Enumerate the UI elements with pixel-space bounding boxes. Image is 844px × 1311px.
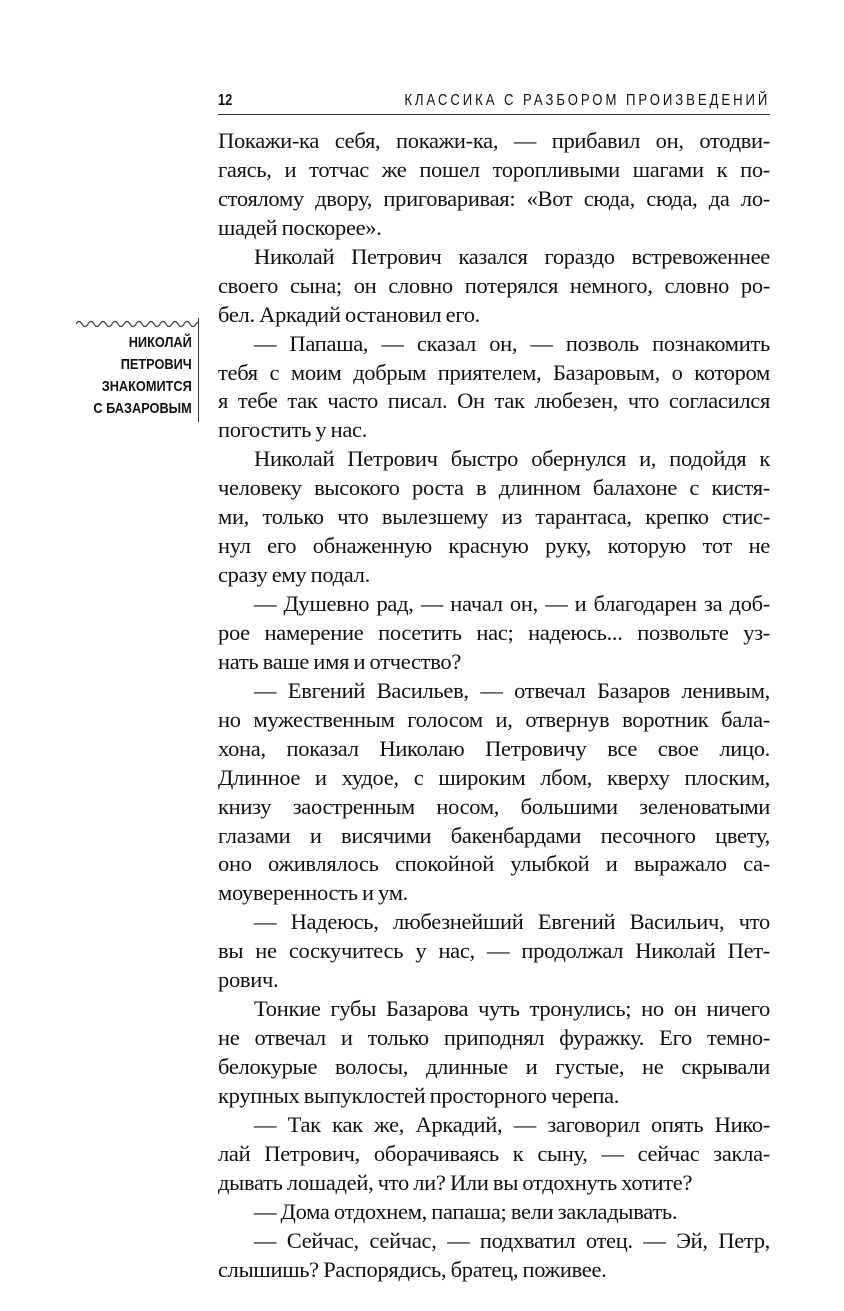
- text-line: — Евгений Васильев, — отвечал Базаров ленивым,: [254, 677, 770, 703]
- running-title: КЛАССИКА С РАЗБОРОМ ПРОИЗВЕДЕНИЙ: [404, 92, 770, 109]
- text-line: глазами и висячими бакенбардами песочного цвету,: [218, 822, 770, 848]
- margin-note-text: [94, 332, 192, 420]
- text-line: Николай Петрович казался гораздо встревоженнее: [254, 243, 770, 269]
- paragraph: [218, 243, 770, 330]
- text-line: своего сына; он словно потерялся немного, словно ро-: [218, 272, 770, 298]
- paragraph: [218, 908, 770, 995]
- margin-note-line: ПЕТРОВИЧ: [120, 356, 192, 373]
- text-line: погостить у нас.: [218, 417, 368, 443]
- paragraph: [218, 677, 770, 909]
- text-line: не отвечал и только приподнял фуражку. Его темно-: [218, 1025, 770, 1051]
- text-line: нул его обнаженную красную руку, которую тот не: [218, 533, 770, 559]
- text-line: дывать лошадей, что ли? Или вы отдохнуть хотите?: [218, 1169, 693, 1195]
- text-line: тебя с моим добрым приятелем, Базаровым, о котором: [218, 359, 770, 385]
- text-line: Длинное и худое, с широким лбом, кверху плоским,: [218, 764, 770, 790]
- paragraph: [218, 590, 770, 677]
- text-line: — Так как же, Аркадий, — заговорил опять Нико-: [254, 1111, 770, 1137]
- text-line: лай Петрович, оборачиваясь к сыну, — сейчас закла-: [218, 1140, 770, 1166]
- text-line: моуверенность и ум.: [218, 880, 408, 906]
- running-header: [218, 90, 770, 115]
- text-line: хона, показал Николаю Петровичу все свое лицо.: [218, 735, 770, 761]
- text-line: сразу ему подал.: [218, 562, 370, 588]
- text-line: ми, только что вылезшему из тарантаса, крепко стис-: [218, 504, 770, 530]
- text-line: я тебе так часто писал. Он так любезен, что согласился: [218, 388, 770, 414]
- text-line: стоялому двору, приговаривая: «Вот сюда, сюда, да ло-: [218, 185, 770, 211]
- paragraph: [218, 127, 770, 243]
- text-line: но мужественным голосом и, отвернув воротник бала-: [218, 706, 770, 732]
- text-line: — Надеюсь, любезнейший Евгений Васильич, что: [254, 909, 770, 935]
- text-line: рое намерение посетить нас; надеюсь... позвольте уз-: [218, 619, 770, 645]
- paragraph: [218, 445, 770, 590]
- text-line: вы не соскучитесь у нас, — продолжал Николай Пет-: [218, 938, 770, 964]
- text-line: рович.: [218, 967, 279, 993]
- text-line: гаясь, и тотчас же пошел торопливыми шагами к по-: [218, 156, 770, 182]
- paragraph: [218, 1198, 770, 1227]
- wavy-border-decoration: [76, 318, 200, 328]
- body-text: [218, 127, 770, 1285]
- text-line: книзу заостренным носом, большими зеленоватыми: [218, 793, 770, 819]
- text-line: — Дома отдохнем, папаша; вели закладывать.: [254, 1198, 678, 1224]
- text-line: — Папаша, — сказал он, — позволь познакомить: [254, 330, 770, 356]
- text-line: Покажи-ка себя, покажи-ка, — прибавил он, отодви-: [218, 128, 770, 153]
- margin-note-line: НИКОЛАЙ: [128, 334, 192, 351]
- text-line: — Сейчас, сейчас, — подхватил отец. — Эй, Петр,: [254, 1227, 770, 1253]
- paragraph: [218, 1227, 770, 1285]
- text-line: Николай Петрович быстро обернулся и, подойдя к: [254, 446, 770, 472]
- margin-note-line: С БАЗАРОВЫМ: [93, 400, 192, 417]
- margin-note-line: ЗНАКОМИТСЯ: [101, 378, 192, 395]
- text-line: слышишь? Распорядись, братец, поживее.: [218, 1256, 607, 1282]
- text-line: шадей поскорее».: [218, 214, 382, 240]
- page-number: 12: [218, 92, 233, 109]
- text-line: бел. Аркадий остановил его.: [218, 301, 480, 327]
- text-line: оно оживлялось спокойной улыбкой и выражало са-: [218, 851, 770, 877]
- paragraph: [218, 1111, 770, 1198]
- text-line: белокурые волосы, длинные и густые, не скрывали: [218, 1054, 770, 1079]
- margin-note: [76, 318, 199, 422]
- paragraph: [218, 330, 770, 446]
- paragraph: [218, 995, 770, 1111]
- text-line: крупных выпуклостей просторного черепа.: [218, 1082, 620, 1108]
- text-line: Тонкие губы Базарова чуть тронулись; но он ничего: [254, 996, 770, 1022]
- text-line: нать ваше имя и отчество?: [218, 648, 462, 674]
- text-line: человеку высокого роста в длинном балахоне с кистя-: [218, 475, 770, 501]
- text-line: — Душевно рад, — начал он, — и благодарен за доб-: [254, 591, 770, 616]
